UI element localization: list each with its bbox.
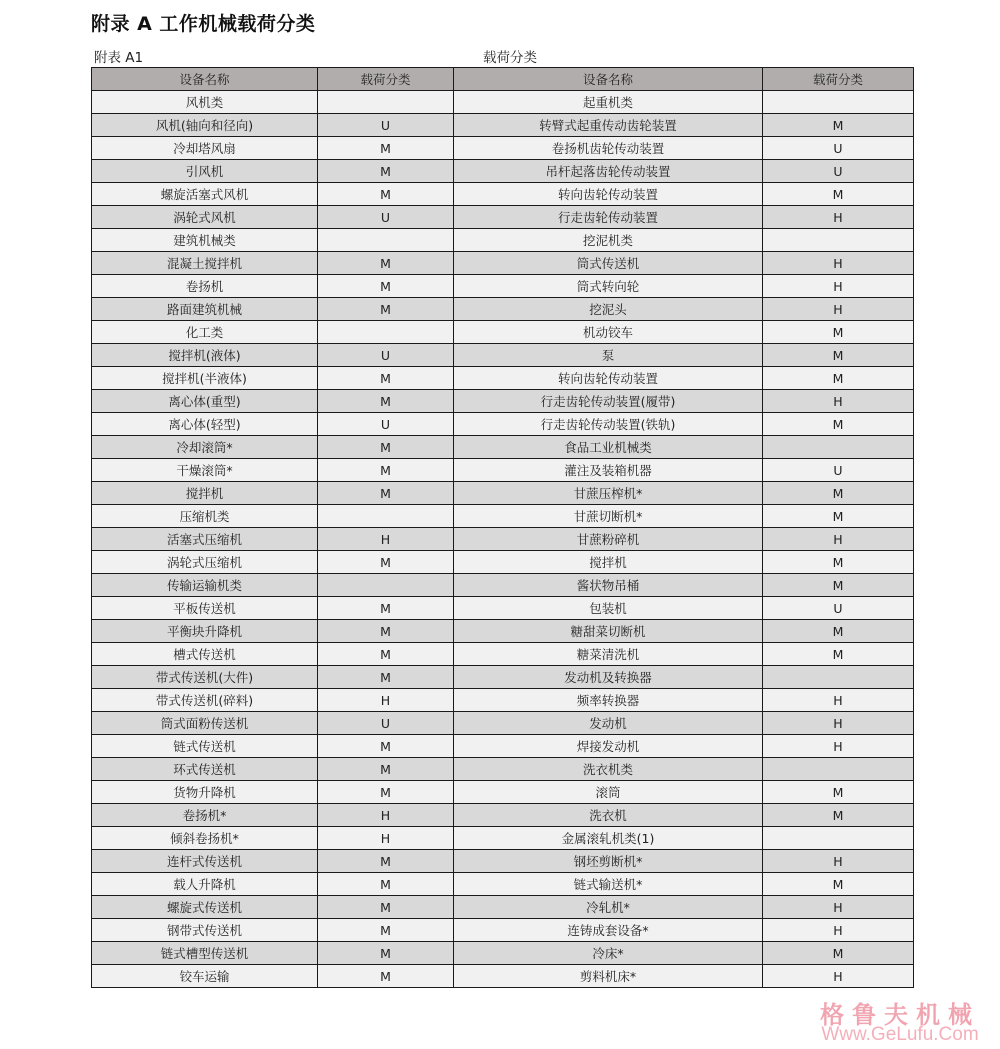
load-class-right: M bbox=[763, 482, 914, 505]
load-classification-table bbox=[91, 67, 914, 988]
table-row bbox=[92, 528, 914, 551]
load-class-right: H bbox=[763, 689, 914, 712]
load-class-right: M bbox=[763, 367, 914, 390]
table-row bbox=[92, 574, 914, 597]
table-row bbox=[92, 689, 914, 712]
load-class-left: M bbox=[318, 643, 454, 666]
load-class-left: M bbox=[318, 919, 454, 942]
load-class-right: M bbox=[763, 873, 914, 896]
load-class-right: M bbox=[763, 643, 914, 666]
table-row bbox=[92, 206, 914, 229]
load-class-left: M bbox=[318, 781, 454, 804]
table-row bbox=[92, 551, 914, 574]
equipment-name-right: 发动机 bbox=[454, 712, 763, 735]
equipment-name-right: 钢坯剪断机* bbox=[454, 850, 763, 873]
equipment-name-left: 压缩机类 bbox=[92, 505, 318, 528]
equipment-name-right: 剪料机床* bbox=[454, 965, 763, 988]
table-row bbox=[92, 344, 914, 367]
load-class-left: H bbox=[318, 827, 454, 850]
load-class-right: M bbox=[763, 574, 914, 597]
equipment-name-left: 钢带式传送机 bbox=[92, 919, 318, 942]
load-class-left: M bbox=[318, 367, 454, 390]
table-row bbox=[92, 321, 914, 344]
load-class-right: H bbox=[763, 206, 914, 229]
load-class-left bbox=[318, 229, 454, 252]
load-class-left: M bbox=[318, 942, 454, 965]
load-class-right: U bbox=[763, 160, 914, 183]
table-row bbox=[92, 873, 914, 896]
equipment-name-right: 机动铰车 bbox=[454, 321, 763, 344]
load-class-left: M bbox=[318, 597, 454, 620]
load-class-right: H bbox=[763, 735, 914, 758]
load-class-right bbox=[763, 91, 914, 114]
table-row bbox=[92, 459, 914, 482]
equipment-name-right: 链式输送机* bbox=[454, 873, 763, 896]
equipment-name-left: 搅拌机(半液体) bbox=[92, 367, 318, 390]
table-row bbox=[92, 781, 914, 804]
table-row bbox=[92, 850, 914, 873]
load-class-right: M bbox=[763, 551, 914, 574]
table-row bbox=[92, 735, 914, 758]
table-row bbox=[92, 298, 914, 321]
load-class-left: M bbox=[318, 896, 454, 919]
equipment-name-left: 平衡块升降机 bbox=[92, 620, 318, 643]
equipment-name-right: 糖甜菜切断机 bbox=[454, 620, 763, 643]
equipment-name-right: 筒式转向轮 bbox=[454, 275, 763, 298]
equipment-name-right: 洗衣机类 bbox=[454, 758, 763, 781]
equipment-name-left: 活塞式压缩机 bbox=[92, 528, 318, 551]
load-class-left: M bbox=[318, 666, 454, 689]
table-label: 附表 A1 bbox=[94, 50, 144, 66]
load-class-right: U bbox=[763, 597, 914, 620]
equipment-name-right: 泵 bbox=[454, 344, 763, 367]
table-row bbox=[92, 482, 914, 505]
load-class-left: M bbox=[318, 551, 454, 574]
equipment-name-right: 焊接发动机 bbox=[454, 735, 763, 758]
equipment-name-left: 干燥滚筒* bbox=[92, 459, 318, 482]
equipment-name-left: 筒式面粉传送机 bbox=[92, 712, 318, 735]
equipment-name-left: 冷却滚筒* bbox=[92, 436, 318, 459]
load-class-left: M bbox=[318, 965, 454, 988]
equipment-name-right: 吊杆起落齿轮传动装置 bbox=[454, 160, 763, 183]
table-body bbox=[92, 91, 914, 988]
load-class-left: U bbox=[318, 413, 454, 436]
load-class-right: H bbox=[763, 275, 914, 298]
load-class-left bbox=[318, 91, 454, 114]
equipment-name-right: 滚筒 bbox=[454, 781, 763, 804]
equipment-name-right: 挖泥机类 bbox=[454, 229, 763, 252]
load-class-left: M bbox=[318, 873, 454, 896]
equipment-name-right: 发动机及转换器 bbox=[454, 666, 763, 689]
load-class-left: M bbox=[318, 298, 454, 321]
load-class-right: M bbox=[763, 183, 914, 206]
equipment-name-left: 建筑机械类 bbox=[92, 229, 318, 252]
load-class-left: M bbox=[318, 160, 454, 183]
equipment-name-left: 冷却塔风扇 bbox=[92, 137, 318, 160]
load-class-left bbox=[318, 574, 454, 597]
table-caption: 载荷分类 bbox=[483, 50, 537, 66]
equipment-name-left: 平板传送机 bbox=[92, 597, 318, 620]
header-load-class-right: 载荷分类 bbox=[763, 68, 914, 91]
load-class-left: M bbox=[318, 850, 454, 873]
equipment-name-right: 挖泥头 bbox=[454, 298, 763, 321]
equipment-name-right: 连铸成套设备* bbox=[454, 919, 763, 942]
load-class-left: U bbox=[318, 344, 454, 367]
load-class-left: M bbox=[318, 620, 454, 643]
load-class-right: M bbox=[763, 344, 914, 367]
equipment-name-right: 包装机 bbox=[454, 597, 763, 620]
load-class-right: M bbox=[763, 804, 914, 827]
equipment-name-right: 金属滚轧机类(1) bbox=[454, 827, 763, 850]
table-row bbox=[92, 91, 914, 114]
equipment-name-left: 卷扬机 bbox=[92, 275, 318, 298]
load-class-left: M bbox=[318, 137, 454, 160]
load-class-left: H bbox=[318, 689, 454, 712]
table-row bbox=[92, 390, 914, 413]
load-class-right: M bbox=[763, 321, 914, 344]
load-class-left: M bbox=[318, 390, 454, 413]
table-row bbox=[92, 436, 914, 459]
equipment-name-left: 链式槽型传送机 bbox=[92, 942, 318, 965]
table-row bbox=[92, 367, 914, 390]
equipment-name-right: 食品工业机械类 bbox=[454, 436, 763, 459]
equipment-name-left: 螺旋式传送机 bbox=[92, 896, 318, 919]
load-class-left: U bbox=[318, 206, 454, 229]
load-class-right: H bbox=[763, 390, 914, 413]
load-class-right: H bbox=[763, 712, 914, 735]
load-class-right bbox=[763, 666, 914, 689]
load-class-right: M bbox=[763, 114, 914, 137]
equipment-name-right: 频率转换器 bbox=[454, 689, 763, 712]
table-row bbox=[92, 919, 914, 942]
equipment-name-right: 行走齿轮传动装置 bbox=[454, 206, 763, 229]
table-row bbox=[92, 160, 914, 183]
load-class-right: U bbox=[763, 137, 914, 160]
table-row bbox=[92, 712, 914, 735]
equipment-name-right: 起重机类 bbox=[454, 91, 763, 114]
watermark-chinese: 格鲁夫机械 bbox=[820, 1000, 980, 1029]
load-class-left: M bbox=[318, 459, 454, 482]
equipment-name-left: 槽式传送机 bbox=[92, 643, 318, 666]
load-class-left: H bbox=[318, 528, 454, 551]
equipment-name-right: 酱状物吊桶 bbox=[454, 574, 763, 597]
load-class-right bbox=[763, 758, 914, 781]
equipment-name-right: 转向齿轮传动装置 bbox=[454, 183, 763, 206]
table-row bbox=[92, 942, 914, 965]
load-class-right: M bbox=[763, 505, 914, 528]
equipment-name-right: 洗衣机 bbox=[454, 804, 763, 827]
table-row bbox=[92, 183, 914, 206]
equipment-name-left: 风机类 bbox=[92, 91, 318, 114]
load-class-left: M bbox=[318, 735, 454, 758]
equipment-name-right: 甘蔗粉碎机 bbox=[454, 528, 763, 551]
load-class-right: H bbox=[763, 252, 914, 275]
equipment-name-left: 螺旋活塞式风机 bbox=[92, 183, 318, 206]
header-equipment-name-left: 设备名称 bbox=[92, 68, 318, 91]
table-row bbox=[92, 252, 914, 275]
load-class-right: H bbox=[763, 298, 914, 321]
equipment-name-right: 转向齿轮传动装置 bbox=[454, 367, 763, 390]
watermark-url: Www.GeLufu.Com bbox=[821, 1024, 979, 1045]
page-title: 附录 A 工作机械载荷分类 bbox=[91, 13, 316, 35]
header-equipment-name-right: 设备名称 bbox=[454, 68, 763, 91]
equipment-name-left: 路面建筑机械 bbox=[92, 298, 318, 321]
load-class-right: M bbox=[763, 781, 914, 804]
equipment-name-left: 离心体(重型) bbox=[92, 390, 318, 413]
load-class-right: H bbox=[763, 528, 914, 551]
equipment-name-right: 甘蔗切断机* bbox=[454, 505, 763, 528]
equipment-name-left: 混凝土搅拌机 bbox=[92, 252, 318, 275]
equipment-name-right: 搅拌机 bbox=[454, 551, 763, 574]
equipment-name-left: 载人升降机 bbox=[92, 873, 318, 896]
equipment-name-left: 连杆式传送机 bbox=[92, 850, 318, 873]
equipment-name-right: 糖菜清洗机 bbox=[454, 643, 763, 666]
table-row bbox=[92, 229, 914, 252]
equipment-name-left: 货物升降机 bbox=[92, 781, 318, 804]
table-header-row bbox=[92, 68, 914, 91]
equipment-name-left: 卷扬机* bbox=[92, 804, 318, 827]
load-class-left: M bbox=[318, 252, 454, 275]
table-row bbox=[92, 758, 914, 781]
load-class-right: U bbox=[763, 459, 914, 482]
load-class-left: M bbox=[318, 183, 454, 206]
equipment-name-left: 搅拌机 bbox=[92, 482, 318, 505]
table-row bbox=[92, 827, 914, 850]
load-class-right: M bbox=[763, 413, 914, 436]
equipment-name-left: 化工类 bbox=[92, 321, 318, 344]
watermark bbox=[800, 995, 1000, 1046]
load-class-right: H bbox=[763, 850, 914, 873]
table-row bbox=[92, 804, 914, 827]
equipment-name-left: 涡轮式压缩机 bbox=[92, 551, 318, 574]
equipment-name-right: 转臂式起重传动齿轮装置 bbox=[454, 114, 763, 137]
load-class-left: U bbox=[318, 712, 454, 735]
equipment-name-left: 风机(轴向和径向) bbox=[92, 114, 318, 137]
table-row bbox=[92, 597, 914, 620]
equipment-name-right: 筒式传送机 bbox=[454, 252, 763, 275]
load-class-left: M bbox=[318, 275, 454, 298]
table-row bbox=[92, 413, 914, 436]
load-class-left: M bbox=[318, 482, 454, 505]
equipment-name-left: 传输运输机类 bbox=[92, 574, 318, 597]
load-class-left: M bbox=[318, 758, 454, 781]
load-class-right bbox=[763, 827, 914, 850]
equipment-name-left: 引风机 bbox=[92, 160, 318, 183]
equipment-name-left: 铰车运输 bbox=[92, 965, 318, 988]
load-class-right: M bbox=[763, 942, 914, 965]
equipment-name-right: 卷扬机齿轮传动装置 bbox=[454, 137, 763, 160]
equipment-name-right: 甘蔗压榨机* bbox=[454, 482, 763, 505]
load-class-right: H bbox=[763, 965, 914, 988]
table-row bbox=[92, 114, 914, 137]
load-class-left: H bbox=[318, 804, 454, 827]
equipment-name-left: 搅拌机(液体) bbox=[92, 344, 318, 367]
table-row bbox=[92, 137, 914, 160]
equipment-name-right: 行走齿轮传动装置(履带) bbox=[454, 390, 763, 413]
equipment-name-left: 倾斜卷扬机* bbox=[92, 827, 318, 850]
equipment-name-left: 环式传送机 bbox=[92, 758, 318, 781]
load-class-right: H bbox=[763, 919, 914, 942]
equipment-name-left: 涡轮式风机 bbox=[92, 206, 318, 229]
equipment-name-left: 离心体(轻型) bbox=[92, 413, 318, 436]
table-row bbox=[92, 965, 914, 988]
table-row bbox=[92, 896, 914, 919]
table-row bbox=[92, 620, 914, 643]
equipment-name-left: 链式传送机 bbox=[92, 735, 318, 758]
load-class-right bbox=[763, 436, 914, 459]
equipment-name-right: 灌注及装箱机器 bbox=[454, 459, 763, 482]
equipment-name-right: 冷床* bbox=[454, 942, 763, 965]
table-row bbox=[92, 275, 914, 298]
load-class-left: M bbox=[318, 436, 454, 459]
equipment-name-right: 行走齿轮传动装置(铁轨) bbox=[454, 413, 763, 436]
load-class-left bbox=[318, 505, 454, 528]
load-class-right: M bbox=[763, 620, 914, 643]
equipment-name-left: 带式传送机(碎料) bbox=[92, 689, 318, 712]
table-row bbox=[92, 643, 914, 666]
load-class-right: H bbox=[763, 896, 914, 919]
table-row bbox=[92, 666, 914, 689]
load-class-left: U bbox=[318, 114, 454, 137]
load-class-left bbox=[318, 321, 454, 344]
equipment-name-right: 冷轧机* bbox=[454, 896, 763, 919]
header-load-class-left: 载荷分类 bbox=[318, 68, 454, 91]
equipment-name-left: 带式传送机(大件) bbox=[92, 666, 318, 689]
load-class-right bbox=[763, 229, 914, 252]
table-row bbox=[92, 505, 914, 528]
